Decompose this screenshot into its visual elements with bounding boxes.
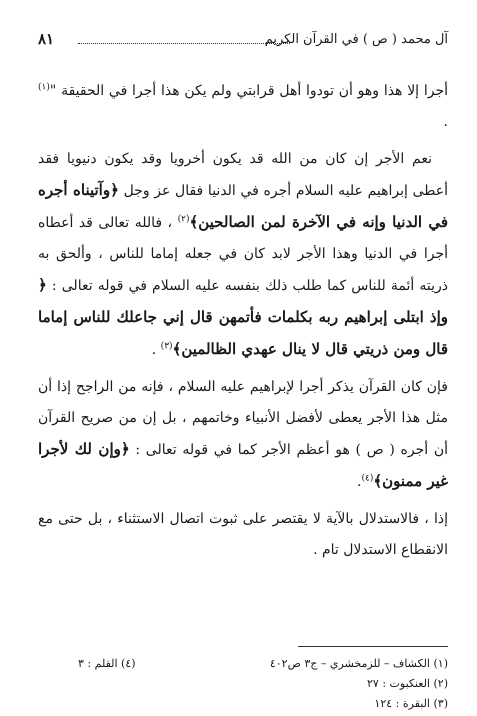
footnote-row xyxy=(38,654,448,674)
footnote-divider xyxy=(298,646,448,647)
paragraph-3: فإن كان القرآن يذكر أجرا لإبراهيم عليه السلام ، فإنه من الراجح إذا أن مثل هذا الأجر يعطى لأفضل الأنبياء وخاتمهم ، بل إن من صريح القرآن أن أجره ( ص ) هو أعظم الأجر كما في قوله تعالى : ﴿وإن لك لأجرا غير ممنون﴾$^{(٤)}$. xyxy=(38,379,448,490)
header-dot-leader xyxy=(78,43,290,44)
footnote-row xyxy=(38,694,448,714)
footnote-ref-3: (٣) xyxy=(160,341,173,352)
quran-verse: ﴿وآتيناه أجره في الدنيا وإنه في الآخرة لمن الصالحين﴾ xyxy=(38,181,448,231)
footnote-ref-4: (٤) xyxy=(361,473,374,484)
footnote-1: (١) الكشاف – للزمخشري – ج٣ ص٤٠٢ xyxy=(269,657,448,670)
body-text xyxy=(38,76,448,566)
paragraph-4: إذا ، فالاستدلال بالآية لا يقتصر على ثبوت اتصال الاستثناء ، بل حتى مع الانقطاع الاستدلال تام . xyxy=(38,511,448,558)
document-page xyxy=(38,28,448,710)
footnotes xyxy=(38,654,448,714)
footnote-2: (٢) العنكبوت : ٢٧ xyxy=(367,677,448,690)
footnote-ref-1: (١) xyxy=(38,82,50,93)
footnote-row xyxy=(38,674,448,694)
running-header xyxy=(38,28,448,54)
footnote-ref-2: (٢) xyxy=(177,214,190,225)
page-number: ٨١ xyxy=(38,30,55,48)
paragraph-2: نعم الأجر إن كان من الله قد يكون أخرويا وقد يكون دنيويا فقد أعطى إبراهيم عليه السلام أجره في الدنيا فقال عز وجل ﴿وآتيناه أجره في الدنيا وإنه في الآخرة لمن الصالحين﴾$^{(٢)}$ ، فالله تعالى قد أعطاه أجرا في الدنيا وهذا الأجر لابد كان في جعله إماما للناس ، وألحق به ذريته أئمة للناس كما طلب ذلك بنفسه عليه السلام في قوله تعالى : ﴿ وإذ ابتلى إبراهيم ربه بكلمات فأتمهن قال إني جاعلك للناس إماما قال ومن ذريتي قال لا ينال عهدي الظالمين﴾$^{(٣)}$ . xyxy=(38,151,448,358)
paragraph-1: أجرا إلا هذا وهو أن تودوا أهل قرابتي ولم يكن هذا أجرا في الحقيقة "$^{(١)}$ . xyxy=(38,82,448,130)
quran-verse: ﴿ وإذ ابتلى إبراهيم ربه بكلمات فأتمهن قال إني جاعلك للناس إماما قال ومن ذريتي قال لا ينال عهدي الظالمين﴾ xyxy=(38,276,448,358)
footnote-3: (٣) البقرة : ١٢٤ xyxy=(374,697,448,710)
quran-verse: ﴿وإن لك لأجرا غير ممنون﴾ xyxy=(38,440,448,490)
footnote-4: (٤) القلم : ٣ xyxy=(78,657,136,670)
header-title: آل محمد ( ص ) في القرآن الكريم xyxy=(264,32,448,47)
